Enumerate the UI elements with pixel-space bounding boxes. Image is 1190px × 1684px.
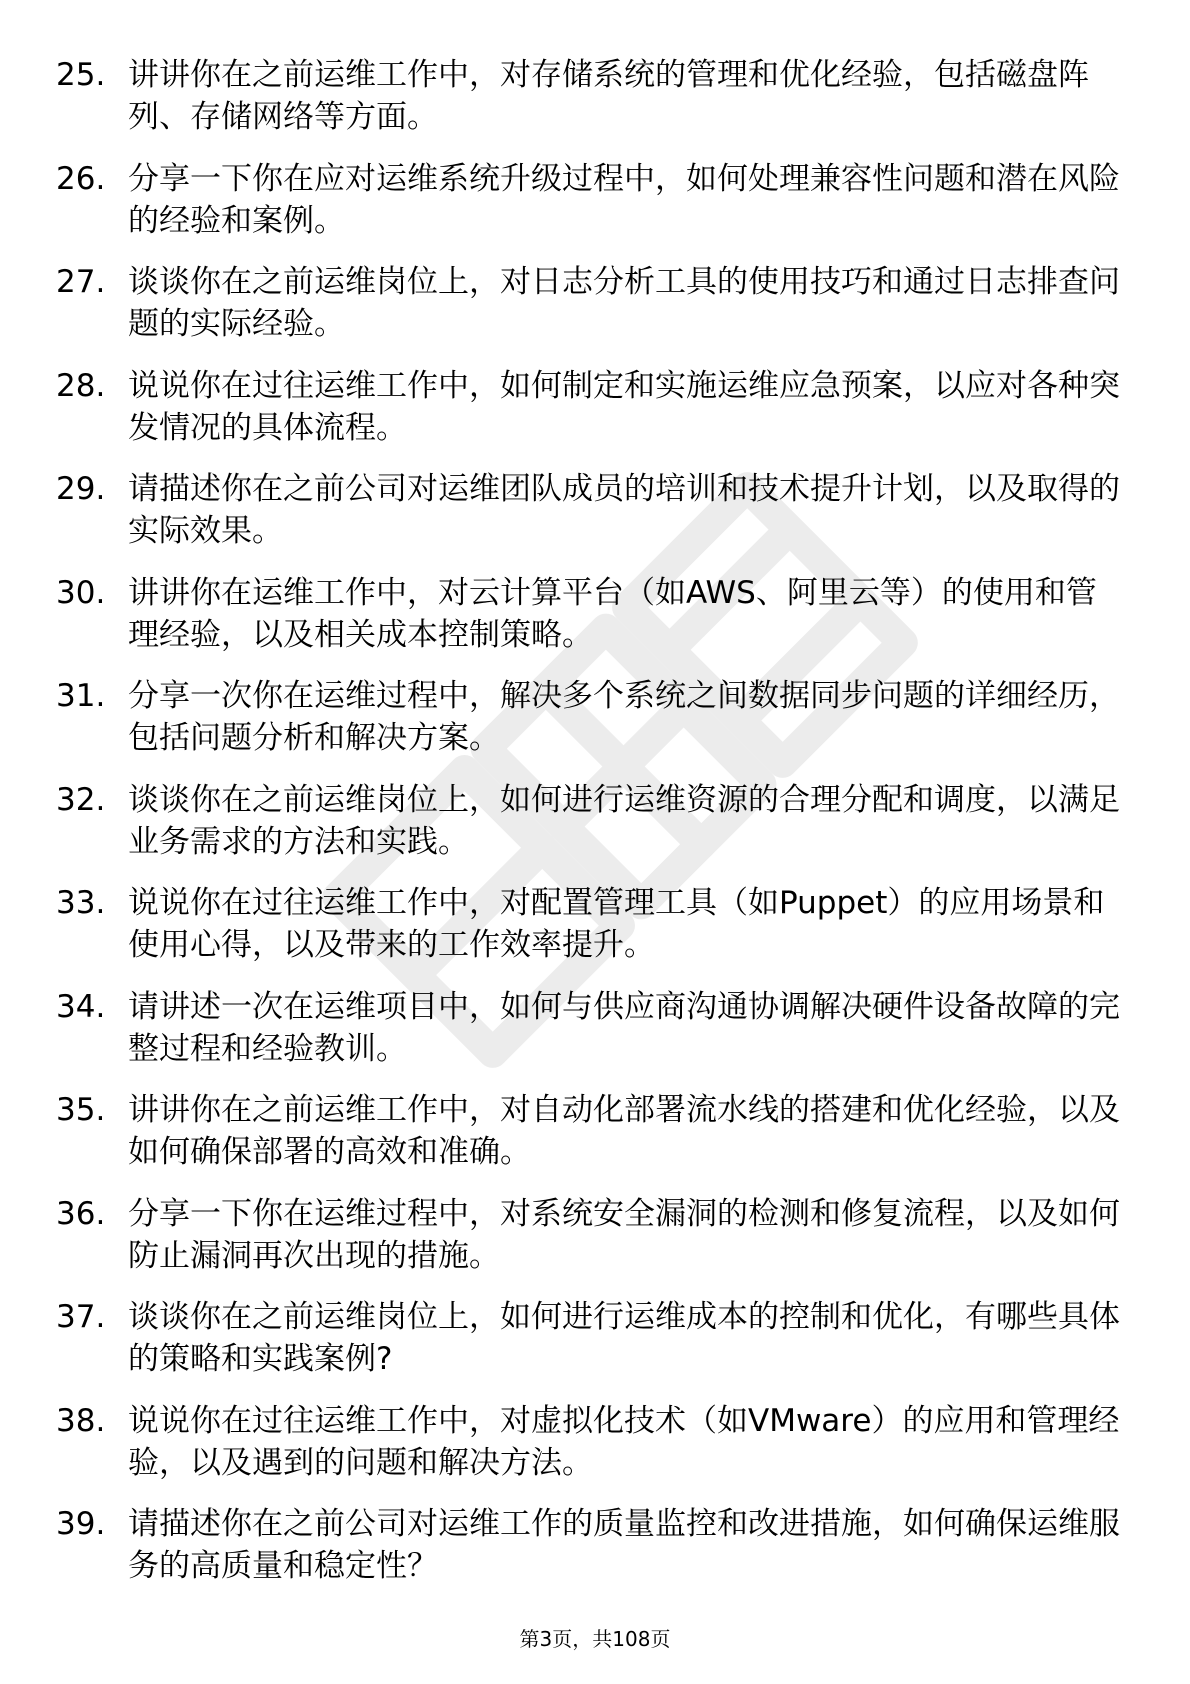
question-text: 分享一下你在应对运维系统升级过程中，如何处理兼容性问题和潜在风险的经验和案例。 <box>128 160 1120 239</box>
list-item <box>56 1400 1126 1504</box>
list-item <box>56 572 1126 676</box>
question-text: 谈谈你在之前运维岗位上，如何进行运维成本的控制和优化，有哪些具体的策略和实践案例? <box>128 1299 1120 1377</box>
question-number: 34. <box>56 988 106 1025</box>
question-text: 分享一次你在运维过程中，解决多个系统之间数据同步问题的详细经历，包括问题分析和解决方案。 <box>128 678 1120 756</box>
question-number: 27. <box>56 264 106 300</box>
question-text: 谈谈你在之前运维岗位上，如何进行运维资源的合理分配和调度，以满足业务需求的方法和实践。 <box>128 781 1120 860</box>
question-number: 39. <box>56 1506 106 1542</box>
question-text: 说说你在过往运维工作中，对配置管理工具（如Puppet）的应用场景和使用心得，以及带来的工作效率提升。 <box>128 885 1105 963</box>
question-text: 讲讲你在之前运维工作中，对自动化部署流水线的搭建和优化经验，以及如何确保部署的高效和准确。 <box>128 1092 1120 1170</box>
list-item <box>56 1296 1126 1400</box>
question-text: 请描述你在之前公司对运维工作的质量监控和改进措施，如何确保运维服务的高质量和稳定性？ <box>128 1506 1120 1584</box>
question-number: 37. <box>56 1299 106 1335</box>
question-number: 26. <box>56 160 106 197</box>
list-item <box>56 54 1126 158</box>
list-item <box>56 365 1126 469</box>
list-item <box>56 158 1126 262</box>
question-text: 分享一下你在运维过程中，对系统安全漏洞的检测和修复流程，以及如何防止漏洞再次出现的措施。 <box>128 1195 1120 1274</box>
question-number: 29. <box>56 471 106 507</box>
question-list <box>56 54 1126 1607</box>
question-number: 33. <box>56 885 106 921</box>
list-item <box>56 986 1126 1090</box>
question-number: 32. <box>56 781 106 818</box>
question-number: 36. <box>56 1195 106 1232</box>
list-item <box>56 675 1126 779</box>
question-text: 讲讲你在运维工作中，对云计算平台（如AWS、阿里云等）的使用和管理经验，以及相关成本控制策略。 <box>128 574 1097 653</box>
question-number: 31. <box>56 678 106 714</box>
question-number: 35. <box>56 1092 106 1128</box>
list-item <box>56 468 1126 572</box>
question-text: 说说你在过往运维工作中，如何制定和实施运维应急预案，以应对各种突发情况的具体流程。 <box>128 367 1120 446</box>
question-text: 讲讲你在之前运维工作中，对存储系统的管理和优化经验，包括磁盘阵列、存储网络等方面。 <box>128 57 1089 135</box>
list-item <box>56 779 1126 883</box>
list-item <box>56 1193 1126 1297</box>
list-item <box>56 1503 1126 1607</box>
list-item <box>56 261 1126 365</box>
list-item <box>56 1089 1126 1193</box>
question-text: 请讲述一次在运维项目中，如何与供应商沟通协调解决硬件设备故障的完整过程和经验教训。 <box>128 988 1120 1067</box>
question-number: 30. <box>56 574 106 611</box>
question-text: 谈谈你在之前运维岗位上，对日志分析工具的使用技巧和通过日志排查问题的实际经验。 <box>128 264 1120 342</box>
question-number: 25. <box>56 57 106 93</box>
question-number: 38. <box>56 1402 106 1439</box>
list-item <box>56 882 1126 986</box>
question-text: 说说你在过往运维工作中，对虚拟化技术（如VMware）的应用和管理经验，以及遇到的问题和解决方法。 <box>128 1402 1120 1481</box>
page-number-footer: 第3页，共108页 <box>519 1627 671 1651</box>
question-text: 请描述你在之前公司对运维团队成员的培训和技术提升计划，以及取得的实际效果。 <box>128 471 1120 549</box>
question-number: 28. <box>56 367 106 404</box>
